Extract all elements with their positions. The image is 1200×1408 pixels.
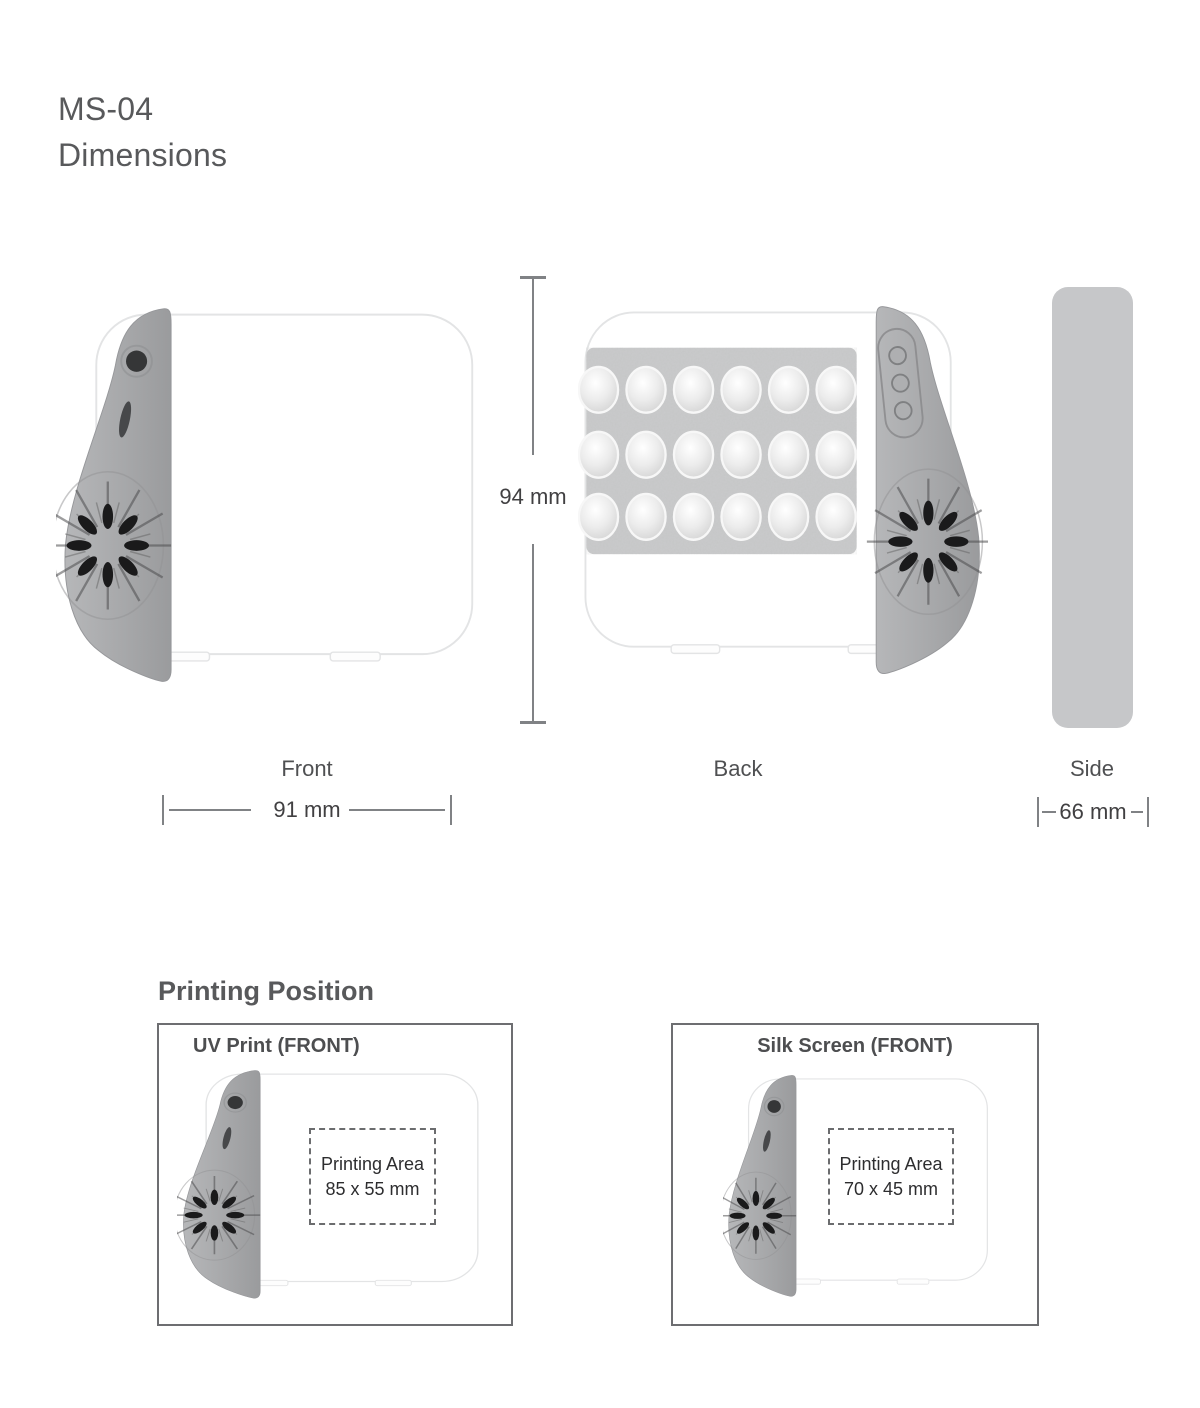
- dim-line-right: [349, 809, 445, 811]
- dim-line-lower: [532, 544, 534, 721]
- uv-printing-area: [309, 1128, 436, 1225]
- silk-screen-box-title: Silk Screen (FRONT): [757, 1035, 953, 1057]
- dim-line-upper: [532, 279, 534, 455]
- silk-printing-area: [828, 1128, 954, 1225]
- side-view-label: Side: [1069, 756, 1115, 781]
- dim-tick-bottom: [520, 721, 546, 724]
- height-dimension: [499, 276, 567, 724]
- side-depth-label: 66 mm: [1059, 799, 1127, 824]
- uv-print-box: [157, 1023, 513, 1326]
- back-view-label: Back: [713, 756, 763, 781]
- front-width-label: 91 mm: [273, 797, 341, 822]
- dim-tick-right: [450, 795, 452, 825]
- printing-area-label: Printing Area: [320, 1153, 425, 1174]
- side-depth-dimension: [1037, 797, 1149, 831]
- side-view-image: [1052, 287, 1133, 728]
- back-view-image: [578, 301, 988, 683]
- uv-print-box-title: UV Print (FRONT): [193, 1035, 360, 1057]
- silk-screen-box: [671, 1023, 1039, 1326]
- printing-area-size: 85 x 55 mm: [325, 1178, 420, 1199]
- front-view-image: [56, 303, 478, 691]
- dim-line-right: [1131, 811, 1143, 813]
- dim-tick-right: [1147, 797, 1149, 827]
- height-dimension-label: 94 mm: [499, 484, 567, 509]
- front-width-dimension: [162, 795, 452, 829]
- front-view-label: Front: [281, 756, 333, 781]
- page-subtitle: Dimensions: [58, 137, 228, 173]
- printing-position-heading: Printing Position: [158, 976, 374, 1006]
- printing-area-label: Printing Area: [839, 1153, 943, 1174]
- model-name: MS-04: [58, 91, 154, 127]
- printing-area-size: 70 x 45 mm: [843, 1178, 939, 1199]
- page-title: [58, 86, 227, 178]
